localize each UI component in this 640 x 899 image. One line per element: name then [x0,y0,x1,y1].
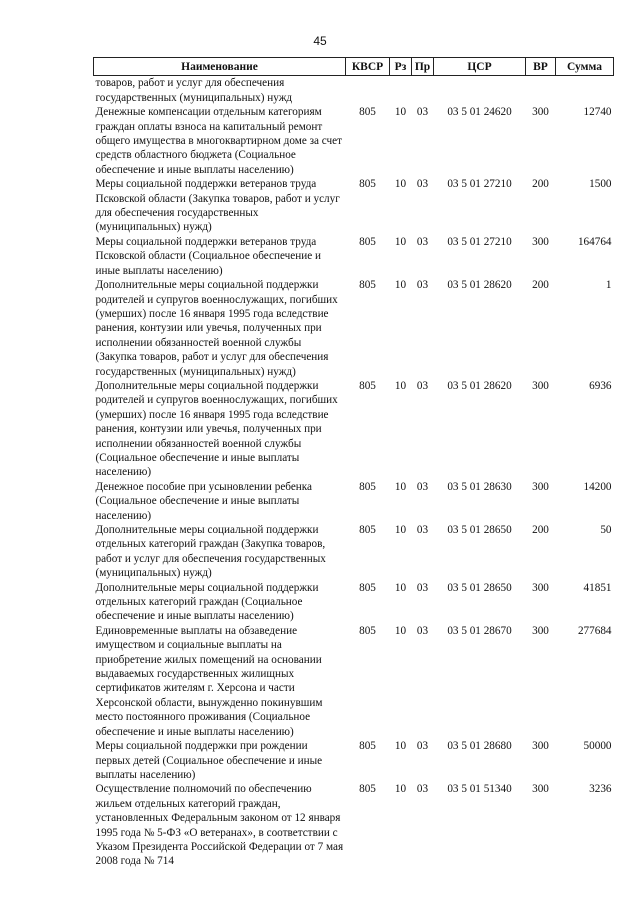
cell-rz: 10 [394,624,407,637]
cell-kvsr: 805 [359,624,376,637]
table-row [94,278,614,379]
table-row [94,177,614,235]
cell-csr: 03 5 01 27210 [447,178,512,191]
cell-rz: 10 [394,235,407,248]
cell-csr [434,76,526,105]
cell-vr: 200 [532,524,549,536]
cell-sum: 164764 [577,235,612,248]
cell-pr: 03 [416,279,429,292]
table-row [94,739,614,782]
cell-vr: 300 [532,235,549,248]
cell-rz: 10 [394,279,407,292]
cell-pr [412,76,434,105]
cell-kvsr: 805 [359,235,376,248]
cell-sum: 41851 [583,581,612,594]
header-row [94,58,614,76]
table-header [94,58,614,76]
cell-pr: 03 [416,235,429,248]
cell-csr: 03 5 01 28650 [447,524,512,536]
cell-csr: 03 5 01 51340 [447,783,512,796]
cell-csr: 03 5 01 28670 [447,624,512,637]
table-body [94,76,614,869]
cell-sum: 12740 [583,106,612,119]
header-name: Наименование [94,58,346,76]
page-number: 45 [313,34,327,48]
cell-name: Дополнительные меры социальной поддержки отдельных категорий граждан (Социальное обеспечение и иные выплаты населению) [95,581,319,623]
cell-vr [526,76,556,105]
cell-rz: 10 [394,740,407,753]
cell-name: Меры социальной поддержки при рождении первых детей (Социальное обеспечение и иные выплаты населению) [95,740,323,781]
cell-sum: 14200 [583,480,612,493]
cell-sum: 50000 [583,740,612,753]
cell-pr: 03 [416,379,429,392]
table-row [94,235,614,278]
cell-rz: 10 [394,379,407,392]
cell-kvsr: 805 [359,279,376,292]
cell-sum: 6936 [589,379,612,392]
cell-name: Дополнительные меры социальной поддержки родителей и супругов военнослужащих, погибших (умерших) после 16 января 1995 года вследствие ранения, контузии или увечья, полученных при исполнении обязанностей военной службы (Закупка товаров, работ и услуг для обеспечения государственных (муниципальных) нужд) [95,279,338,378]
cell-kvsr: 805 [359,480,376,493]
header-vr: ВР [526,58,556,76]
table-row [94,624,614,739]
cell-csr: 03 5 01 27210 [447,235,512,248]
cell-name: Меры социальной поддержки ветеранов труда Псковской области (Социальное обеспечение и иные выплаты населению) [95,235,321,277]
cell-vr: 300 [532,624,549,637]
cell-vr: 300 [532,783,549,796]
header-sum: Сумма [556,58,614,76]
table-row [94,379,614,480]
cell-sum: 1 [605,279,612,292]
table-row [94,105,614,177]
header-csr: ЦСР [434,58,526,76]
cell-sum [556,76,614,105]
budget-table [93,57,614,869]
cell-kvsr: 805 [359,783,376,796]
cell-name: Единовременные выплаты на обзаведение имуществом и социальные выплаты на приобретение жилых помещений на основании выдаваемых государственных жилищных сертификатов жителям г. Херсона и части Херсонской области, вынужденно покинувшим место постоянного проживания (Социальное обеспечение и иные выплаты населению) [95,624,323,738]
cell-rz [390,76,412,105]
cell-kvsr: 805 [359,178,376,191]
cell-pr: 03 [416,581,429,594]
cell-pr: 03 [416,178,429,191]
cell-vr: 300 [532,106,549,119]
cell-pr: 03 [416,106,429,119]
cell-rz: 10 [394,178,407,191]
cell-csr: 03 5 01 28620 [447,379,512,392]
cell-vr: 300 [532,740,549,753]
cell-sum: 1500 [589,178,612,191]
cell-name: Осуществление полномочий по обеспечению жильем отдельных категорий граждан, установленных Федеральным законом от 12 января 1995 года № 5-ФЗ «О ветеранах», в соответствии с Указом Президента Российской Федерации от 7 мая 2008 года № 714 [95,783,344,868]
table-row [94,523,614,581]
cell-sum: 277684 [577,624,612,637]
header-pr: Пр [412,58,434,76]
header-rz: Рз [390,58,412,76]
table-row [94,581,614,624]
cell-kvsr: 805 [359,379,376,392]
cell-name: Денежные компенсации отдельным категориям граждан оплаты взноса на капитальный ремонт общего имущества в многоквартирном доме за счет средств областного бюджета (Социальное обеспечение и иные выплаты населению) [95,106,342,176]
cell-csr: 03 5 01 28680 [447,740,512,753]
header-kvsr: КВСР [346,58,390,76]
cell-csr: 03 5 01 28630 [447,480,512,493]
table-row [94,782,614,868]
cell-name: Дополнительные меры социальной поддержки родителей и супругов военнослужащих, погибших (умерших) после 16 января 1995 года вследствие ранения, контузии или увечья, полученных при исполнении обязанностей военной службы (Социальное обеспечение и иные выплаты населению) [95,379,338,479]
cell-csr: 03 5 01 24620 [447,106,512,119]
cell-sum: 3236 [589,783,612,796]
table-row [94,480,614,523]
cell-vr: 200 [532,178,549,191]
cell-rz: 10 [394,106,407,119]
cell-vr: 300 [532,480,549,493]
cell-name: Денежное пособие при усыновлении ребенка (Социальное обеспечение и иные выплаты населению) [95,480,313,522]
cell-pr: 03 [416,480,429,493]
cell-rz: 10 [394,524,407,536]
cell-name: Дополнительные меры социальной поддержки отдельных категорий граждан (Закупка товаров, работ и услуг для обеспечения государственных (муниципальных) нужд) [95,524,326,580]
cell-sum: 50 [600,524,612,536]
cell-pr: 03 [416,783,429,796]
cell-kvsr [346,76,390,105]
cell-rz: 10 [394,480,407,493]
cell-pr: 03 [416,524,429,536]
cell-rz: 10 [394,783,407,796]
cell-csr: 03 5 01 28650 [447,581,512,594]
cell-vr: 200 [532,279,549,292]
table-row [94,76,614,105]
cell-vr: 300 [532,379,549,392]
cell-csr: 03 5 01 28620 [447,279,512,292]
cell-name: товаров, работ и услуг для обеспечения государственных (муниципальных) нужд [95,77,293,104]
cell-kvsr: 805 [359,106,376,119]
cell-rz: 10 [394,581,407,594]
cell-pr: 03 [416,624,429,637]
cell-pr: 03 [416,740,429,753]
cell-kvsr: 805 [359,581,376,594]
cell-kvsr: 805 [359,740,376,753]
cell-kvsr: 805 [359,524,376,536]
cell-name: Меры социальной поддержки ветеранов труда Псковской области (Закупка товаров, работ и услуг для обеспечения государственных (муниципальных) нужд) [95,178,340,234]
cell-vr: 300 [532,581,549,594]
